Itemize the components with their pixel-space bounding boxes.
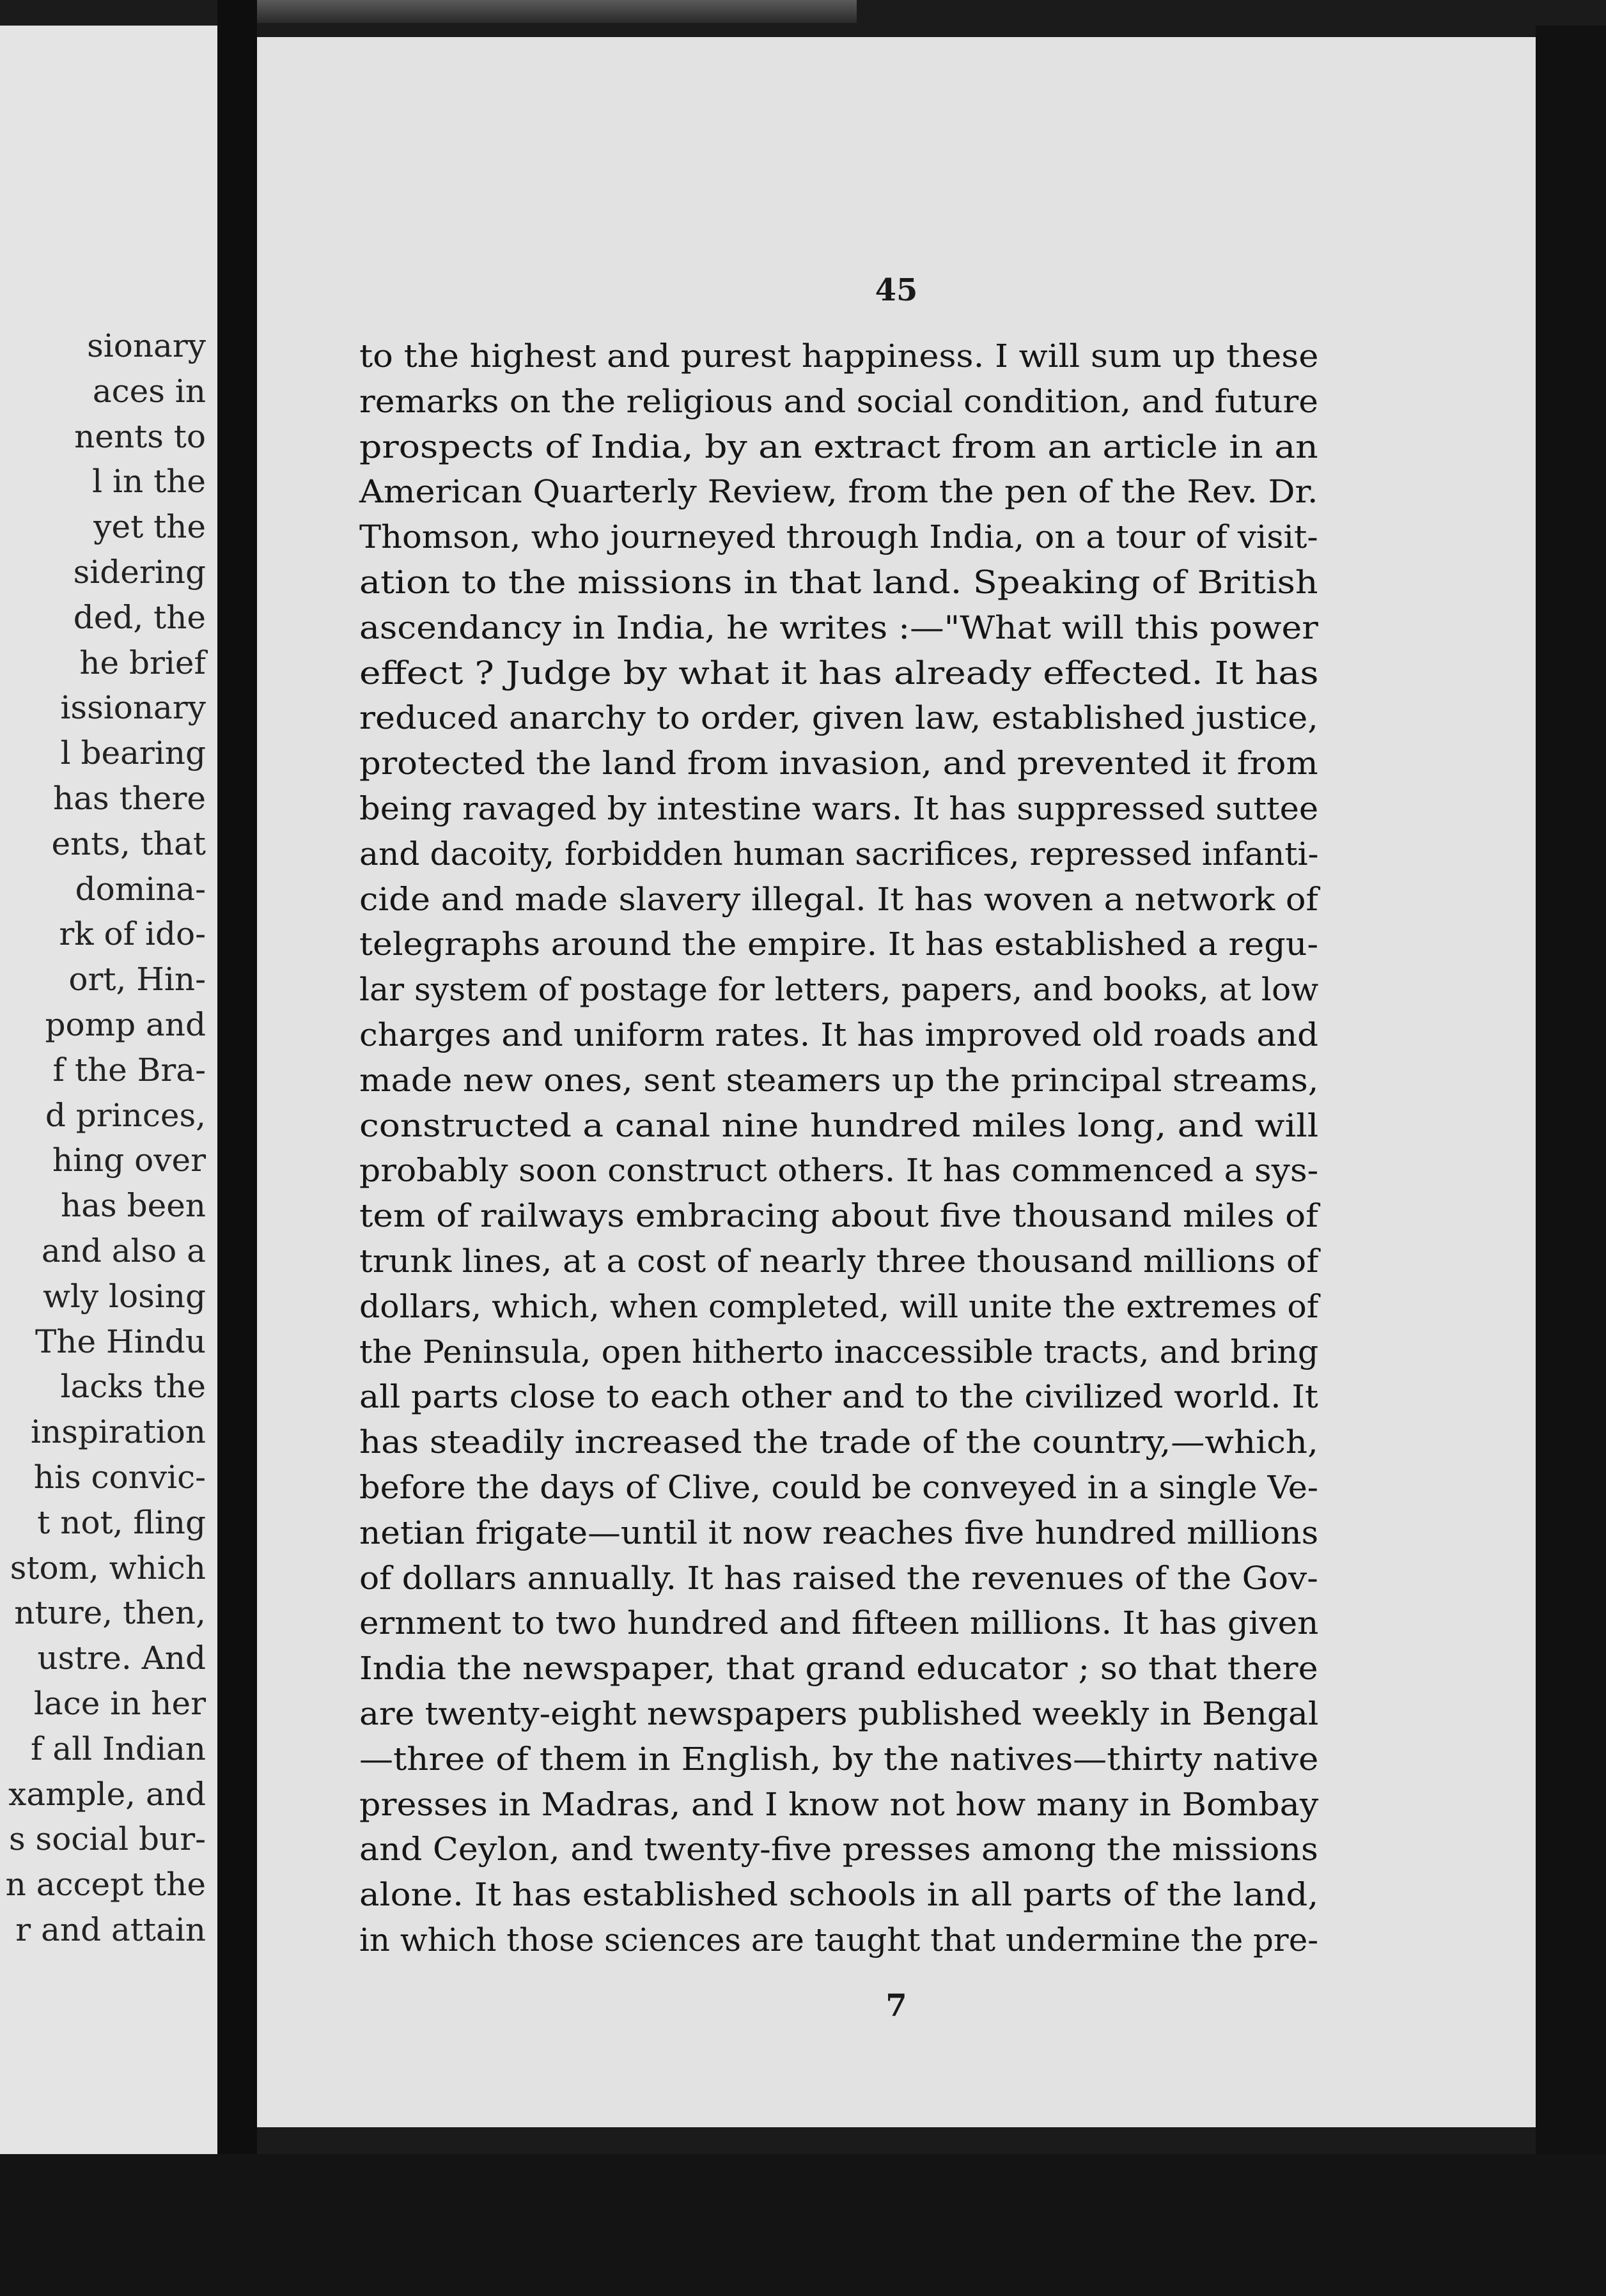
facing-page bbox=[0, 26, 217, 2154]
scan-bottom-edge bbox=[0, 2154, 1606, 2296]
text-line: protected the land from invasion, and prevented it from bbox=[359, 745, 1318, 782]
text-line: ation to the missions in that land. Speaking of British bbox=[359, 564, 1318, 601]
text-line: Thomson, who journeyed through India, on a tour of visit- bbox=[359, 518, 1318, 556]
text-line: being ravaged by intestine wars. It has suppressed suttee bbox=[359, 790, 1319, 827]
facing-text-line: sionary bbox=[87, 327, 206, 364]
book-gutter bbox=[217, 0, 257, 2296]
text-line: before the days of Clive, could be conveyed in a single Ve- bbox=[359, 1469, 1319, 1506]
text-line: India the newspaper, that grand educator ; so that there bbox=[359, 1650, 1318, 1687]
text-line: prospects of India, by an extract from an article in an bbox=[359, 428, 1318, 465]
facing-text-line: aces in bbox=[92, 372, 206, 410]
facing-text-line: s social bur- bbox=[8, 1820, 206, 1858]
facing-text-line: domina- bbox=[75, 870, 206, 908]
facing-text-line: f all Indian bbox=[30, 1730, 206, 1767]
facing-text-line: nture, then, bbox=[14, 1594, 206, 1632]
text-line: remarks on the religious and social condition, and future bbox=[359, 382, 1318, 420]
facing-text-line: issionary bbox=[60, 689, 206, 727]
text-line: all parts close to each other and to the civilized world. It bbox=[359, 1378, 1318, 1416]
text-line: dollars, which, when completed, will unite the extremes of bbox=[359, 1287, 1319, 1325]
facing-text-line: sidering bbox=[73, 554, 206, 591]
text-line: effect ? Judge by what it has already effected. It has bbox=[359, 654, 1319, 692]
text-line: of dollars annually. It has raised the revenues of the Gov- bbox=[359, 1559, 1318, 1597]
facing-text-line: r and attain bbox=[15, 1911, 206, 1948]
facing-text-line: yet the bbox=[93, 508, 206, 546]
facing-text-line: f the Bra- bbox=[52, 1051, 206, 1089]
text-line: charges and uniform rates. It has improved old roads and bbox=[359, 1016, 1318, 1053]
text-line: American Quarterly Review, from the pen of the Rev. Dr. bbox=[359, 473, 1318, 511]
signature-mark: 7 bbox=[885, 1988, 907, 2024]
text-line: made new ones, sent steamers up the principal streams, bbox=[359, 1061, 1319, 1099]
scan-right-edge bbox=[1536, 26, 1606, 2296]
facing-text-line: has there bbox=[53, 780, 206, 817]
facing-text-line: The Hindu bbox=[35, 1323, 206, 1360]
page-number: 45 bbox=[875, 272, 918, 308]
text-line: the Peninsula, open hitherto inaccessible tracts, and bring bbox=[359, 1333, 1319, 1370]
text-line: tem of railways embracing about five thousand miles of bbox=[359, 1197, 1318, 1235]
facing-text-line: and also a bbox=[41, 1232, 206, 1269]
text-line: has steadily increased the trade of the country,—which, bbox=[359, 1423, 1318, 1461]
facing-text-line: stom, which bbox=[10, 1549, 206, 1586]
facing-text-line: lacks the bbox=[60, 1368, 206, 1406]
text-line: —three of them in English, by the natives—thirty native bbox=[359, 1740, 1319, 1778]
facing-text-line: inspiration bbox=[31, 1413, 206, 1451]
facing-text-line: ents, that bbox=[51, 825, 206, 862]
facing-text-line: hing over bbox=[52, 1142, 206, 1179]
text-line: in which those sciences are taught that undermine the pre- bbox=[359, 1921, 1319, 1959]
text-line: netian frigate—until it now reaches five hundred millions bbox=[359, 1514, 1319, 1551]
facing-text-line: ustre. And bbox=[37, 1640, 206, 1677]
text-line: and Ceylon, and twenty-five presses among the missions bbox=[359, 1831, 1318, 1868]
facing-text-line: t not, fling bbox=[37, 1503, 206, 1541]
text-line: alone. It has established schools in all parts of the land, bbox=[359, 1876, 1319, 1914]
text-line: constructed a canal nine hundred miles long, and will bbox=[359, 1106, 1319, 1144]
text-line: to the highest and purest happiness. I will sum up these bbox=[359, 337, 1319, 375]
facing-text-line: his convic- bbox=[33, 1459, 206, 1496]
facing-text-line: nents to bbox=[74, 417, 206, 455]
facing-text-line: ort, Hin- bbox=[68, 961, 206, 998]
text-line: lar system of postage for letters, papers, and books, at low bbox=[359, 971, 1319, 1009]
text-line: and dacoity, forbidden human sacrifices, repressed infanti- bbox=[359, 835, 1319, 873]
facing-text-line: he brief bbox=[79, 644, 206, 681]
text-line: telegraphs around the empire. It has established a regu- bbox=[359, 926, 1319, 963]
facing-text-line: lace in her bbox=[33, 1685, 206, 1722]
text-line: cide and made slavery illegal. It has woven a network of bbox=[359, 880, 1318, 918]
text-line: trunk lines, at a cost of nearly three thousand millions of bbox=[359, 1243, 1319, 1280]
text-line: ascendancy in India, he writes :—"What will this power bbox=[359, 609, 1318, 646]
text-line: presses in Madras, and I know not how many in Bombay bbox=[359, 1785, 1319, 1823]
facing-text-line: xample, and bbox=[8, 1775, 206, 1813]
facing-text-line: ded, the bbox=[73, 598, 206, 636]
text-line: are twenty-eight newspapers published weekly in Bengal bbox=[359, 1695, 1319, 1732]
facing-text-line: l bearing bbox=[60, 734, 206, 772]
facing-text-line: has been bbox=[61, 1187, 206, 1225]
text-line: probably soon construct others. It has commenced a sys- bbox=[359, 1152, 1319, 1190]
text-line: ernment to two hundred and fifteen millions. It has given bbox=[359, 1604, 1319, 1642]
current-page bbox=[257, 37, 1536, 2127]
facing-text-line: wly losing bbox=[43, 1277, 206, 1315]
facing-text-line: d princes, bbox=[45, 1096, 206, 1134]
scan-top-edge bbox=[243, 0, 857, 23]
facing-text-line: rk of ido- bbox=[59, 915, 206, 953]
facing-text-line: l in the bbox=[92, 463, 206, 500]
facing-text-line: pomp and bbox=[45, 1006, 206, 1043]
facing-text-line: n accept the bbox=[5, 1866, 206, 1904]
text-line: reduced anarchy to order, given law, established justice, bbox=[359, 699, 1318, 737]
